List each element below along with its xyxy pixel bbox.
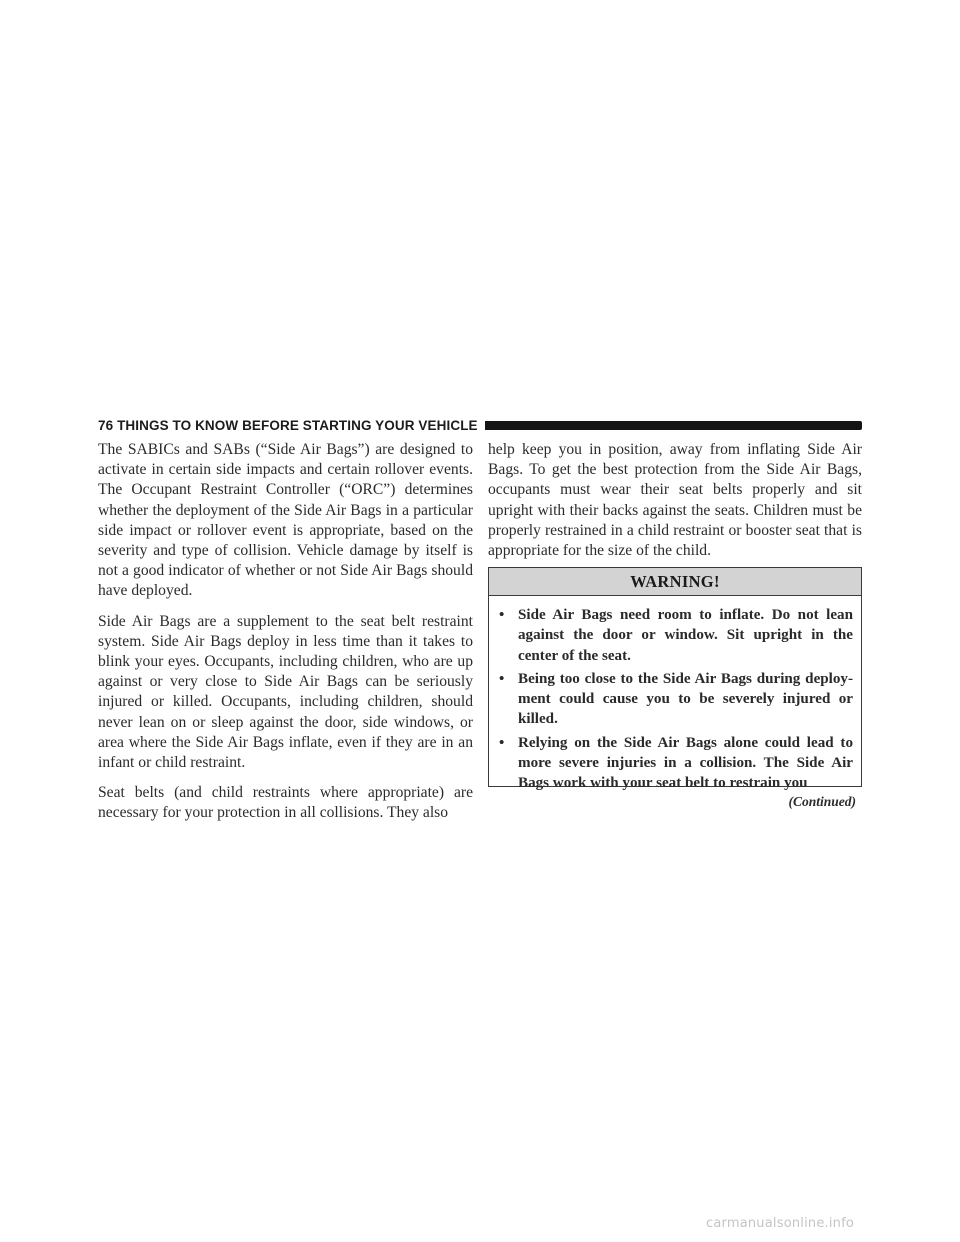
warning-list: [489, 596, 861, 794]
bullet-icon: •: [499, 734, 505, 751]
paragraph: Side Air Bags are a supplement to the seat belt restraint system. Side Air Bags deploy in less time than it takes to blink your eyes. Occupants, including children, who are up against or very close to Side Air Bags can be seriously injured or killed. Occupants, including children, should never lean on or sleep against the door, side windows, or area where the Side Air Bags inflate, even if they are in an infant or child restraint.: [98, 612, 473, 772]
bullet-icon: •: [499, 607, 505, 623]
paragraph: The SABICs and SABs (“Side Air Bags”) are designed to activate in certain side impacts and certain rollover events. The Occupant Restraint Controller (“ORC”) determines whether the deployment of the Side Air Bags in a particular side impact or rollover event is appropriate, based on the severity and type of collision. Vehicle damage by itself is not a good indicator of whether or not Side Air Bags should have deployed.: [98, 441, 473, 600]
header-title: [98, 418, 485, 433]
section-title: THINGS TO KNOW BEFORE STARTING YOUR VEHICLE: [117, 417, 478, 433]
paragraph: help keep you in position, away from inflating Side Air Bags. To get the best protection from the Side Air Bags, occupants must wear their seat belts properly and sit upright with their backs against the seats. Children must be properly restrained in a child restraint or booster seat that is appropriate for the size of the child.: [488, 441, 862, 560]
bullet-icon: •: [499, 670, 505, 687]
warning-item: [501, 733, 853, 794]
warning-item-text: Being too close to the Side Air Bags during deployment could cause you to be severely injured or killed.: [518, 670, 853, 728]
continued-note: (Continued): [788, 794, 856, 809]
warning-item-text: Relying on the Side Air Bags alone could lead to more severe injuries in a collision. The Side Air Bags work with your seat belt to restrain you: [518, 734, 853, 792]
running-header: [98, 416, 862, 434]
warning-title: WARNING!: [489, 568, 861, 596]
paragraph: Seat belts (and child restraints where appropriate) are necessary for your protection in all collisions. They also: [98, 784, 473, 822]
warning-item: [501, 605, 853, 666]
page-number: 76: [98, 417, 114, 433]
header-rule-bar: [485, 421, 862, 430]
warning-item-text: Side Air Bags need room to inflate. Do not lean against the door or window. Sit upright in the center of the seat.: [518, 607, 853, 664]
left-column: [98, 440, 473, 834]
warning-box: [488, 567, 862, 792]
watermark: carmanualsonline.info: [706, 1216, 855, 1231]
right-column: [488, 440, 862, 571]
warning-item: [501, 669, 853, 730]
